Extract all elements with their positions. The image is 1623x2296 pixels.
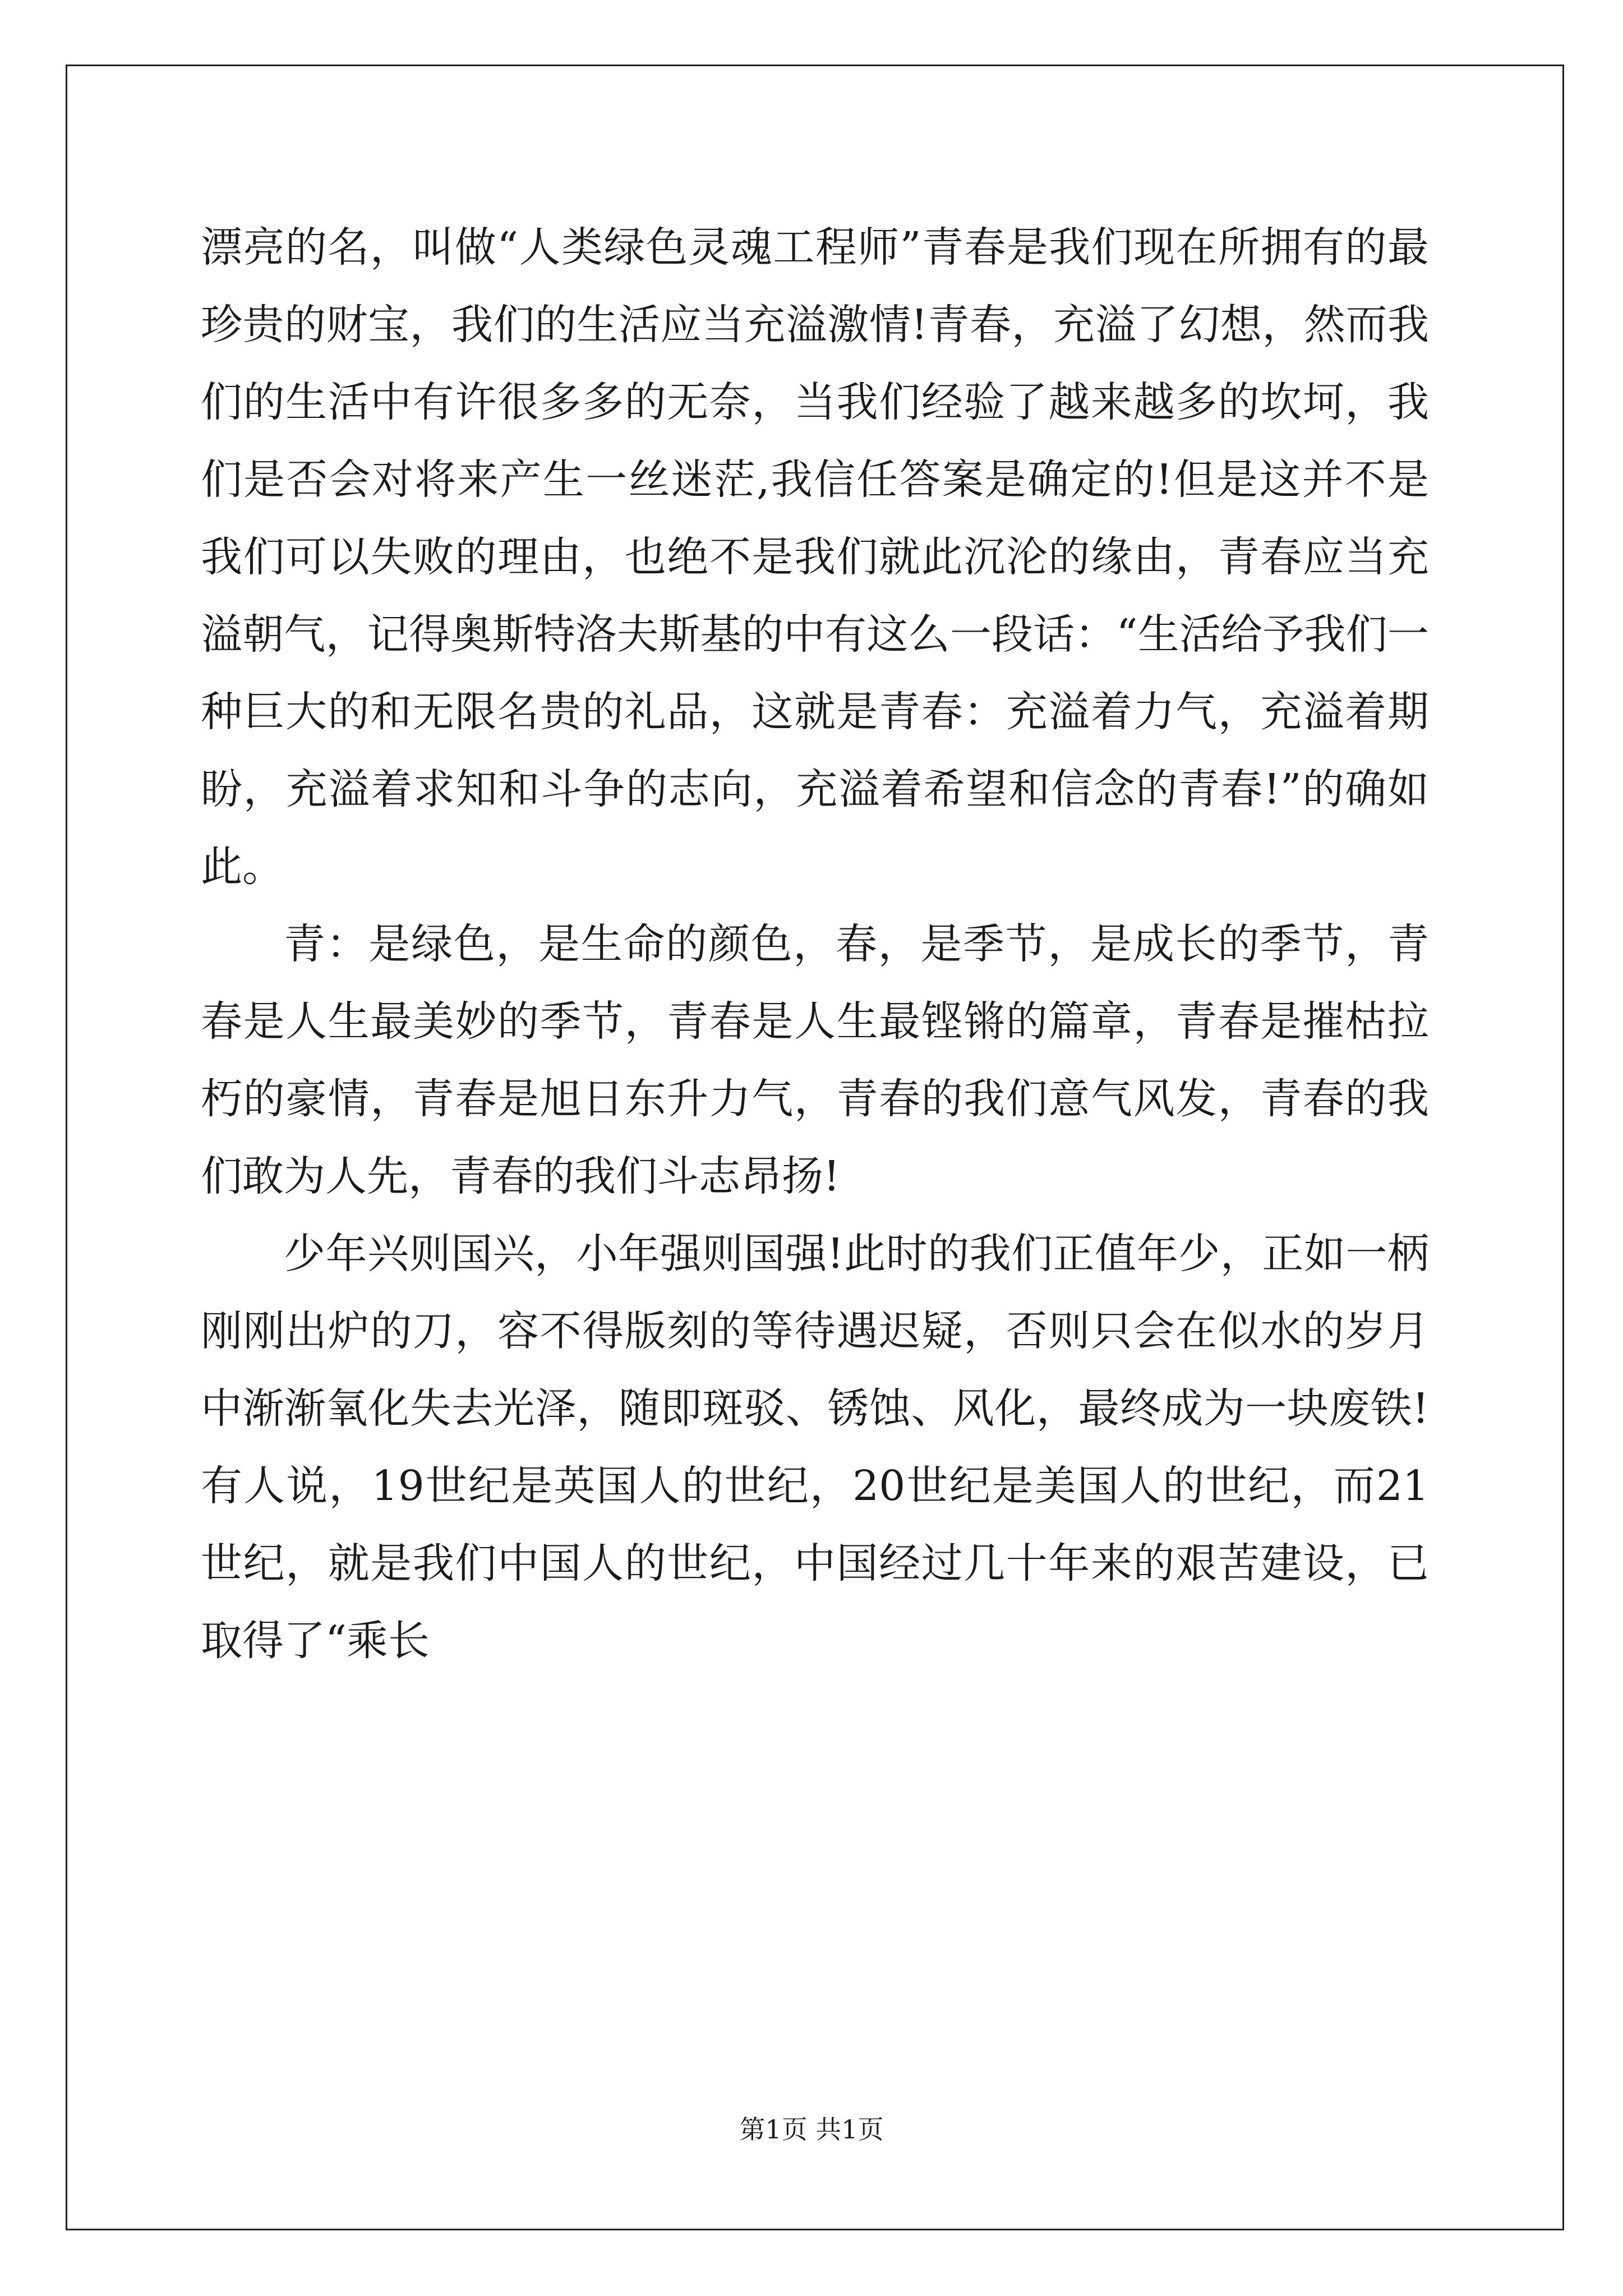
- paragraph-1: 漂亮的名，叫做“人类绿色灵魂工程师”青春是我们现在所拥有的最珍贵的财宝，我们的生活应当充溢激情!青春，充溢了幻想，然而我们的生活中有许很多多的无奈，当我们经验了越来越多的坎坷，我们是否会对将来产生一丝迷茫,我信任答案是确定的!但是这并不是我们可以失败的理由，也绝不是我们就此沉沦的缘由，青春应当充溢朝气，记得奥斯特洛夫斯基的中有这么一段话：“生活给予我们一种巨大的和无限名贵的礼品，这就是青春：充溢着力气，充溢着期盼，充溢着求知和斗争的志向，充溢着希望和信念的青春!”的确如此。: [201, 223, 1429, 891]
- page-footer: 第1页 共1页: [739, 2114, 884, 2145]
- paragraph-2: 青：是绿色，是生命的颜色，春，是季节，是成长的季节，青春是人生最美妙的季节，青春是人生最铿锵的篇章，青春是摧枯拉朽的豪情，青春是旭日东升力气，青春的我们意气风发，青春的我们敢为人先，青春的我们斗志昂扬!: [201, 920, 1429, 1200]
- paragraph-3: 少年兴则国兴，小年强则国强!此时的我们正值年少，正如一柄刚刚出炉的刀，容不得版刻的等待遇迟疑，否则只会在似水的岁月中渐渐氧化失去光泽，随即斑驳、锈蚀、风化，最终成为一块废铁!有人说，19世纪是英国人的世纪，20世纪是美国人的世纪，而21世纪，就是我们中国人的世纪，中国经过几十年来的艰苦建设，已取得了“乘长: [201, 1230, 1429, 1665]
- document-body: [201, 209, 1429, 1680]
